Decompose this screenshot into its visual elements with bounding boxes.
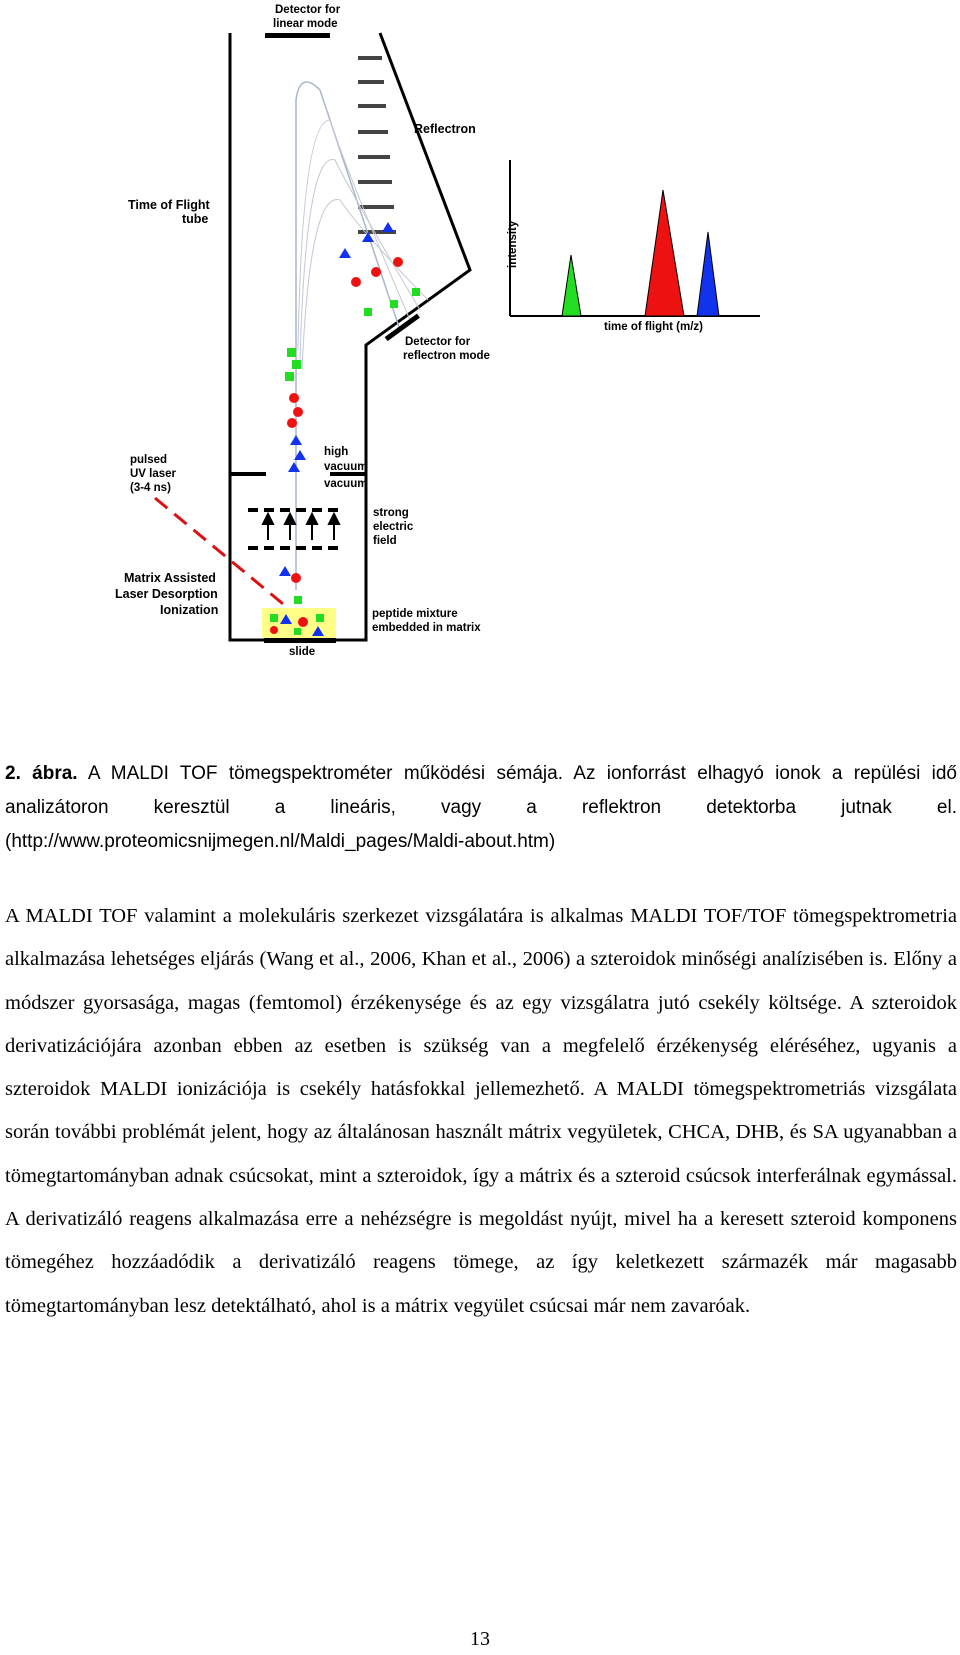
label-vacuum-2: vacuum bbox=[324, 461, 368, 473]
reflected-ions bbox=[339, 222, 420, 316]
slide-bar bbox=[264, 638, 336, 643]
mass-spectrum bbox=[510, 160, 760, 316]
maldi-tof-figure bbox=[0, 0, 960, 700]
linear-detector-bar bbox=[265, 33, 330, 38]
electric-field-plates bbox=[248, 508, 338, 550]
body-paragraph: A MALDI TOF valamint a molekuláris szerkezet vizsgálatára is alkalmas MALDI TOF/TOF tömegspektrometria alkalmazása lehetséges eljárás (Wang et al., 2006, Khan et al., 2006) a szteroidok minőségi analízisében is. Előny a módszer gyorsasága, magas (femtomol) érzékenysége és az egy vizsgálatra jutó csekély költsége. A szteroidok derivatizációjára azonban ebben az esetben is szükség van a megfelelő érzékenység eléréséhez, ugyanis a szteroidok MALDI ionizációja is csekély hatásfokkal jellemezhető. A MALDI tömegspektrometriás vizsgálata során további problémát jelent, hogy az általánosan használt mátrix vegyületek, CHCA, DHB, és SA ugyanabban a tömegtartományban adnak csúcsokat, mint a szteroidok, így a mátrix és a szteroid csúcsok interferálnak egymással. A derivatizáló reagens alkalmazása erre a nehézségre is megoldást nyújt, mivel ha a keresett szteroid komponens tömegéhez hozzáadódik a derivatizáló reagens tömege, az így keletkezett származék már magasabb tömegtartományban lesz detektálható, ahol is a mátrix vegyület csúcsai már nem zavaróak. bbox=[5, 905, 957, 1317]
label-detector-reflectron-2: reflectron mode bbox=[403, 350, 490, 362]
label-detector-linear-2: linear mode bbox=[273, 18, 338, 30]
label-detector-reflectron-1: Detector for bbox=[405, 336, 471, 348]
label-laser-1: pulsed bbox=[130, 454, 168, 466]
page-number: 13 bbox=[470, 1628, 490, 1650]
label-reflectron: Reflectron bbox=[414, 122, 476, 136]
label-maldi-1: Matrix Assisted bbox=[124, 571, 216, 585]
peak-green bbox=[562, 255, 581, 316]
label-vacuum-1: high bbox=[324, 446, 349, 458]
label-field-1: strong bbox=[373, 507, 409, 519]
label-intensity: intensity bbox=[507, 220, 519, 268]
figure-number: 2. ábra. bbox=[5, 763, 78, 784]
label-laser-2: UV laser bbox=[130, 468, 177, 480]
label-field-2: electric bbox=[373, 521, 414, 533]
label-detector-linear-1: Detector for bbox=[275, 4, 341, 16]
peak-blue bbox=[697, 232, 719, 316]
label-laser-3: (3-4 ns) bbox=[130, 482, 171, 494]
field-arrows bbox=[263, 514, 339, 540]
label-maldi-2: Laser Desorption bbox=[115, 587, 218, 601]
label-peptide-1: peptide mixture bbox=[372, 608, 458, 620]
figure-caption bbox=[5, 757, 957, 859]
label-maldi-3: Ionization bbox=[160, 603, 219, 617]
label-tof-tube-1: Time of Flight bbox=[128, 198, 210, 212]
caption-text: A MALDI TOF tömegspektrométer működési sémája. Az ionforrást elhagyó ionok a repülési idő analizátoron keresztül a lineáris, vagy a reflektron detektorba jutnak el. (http://www.proteomicsnijmegen.nl/Maldi_pages/Maldi-about.htm) bbox=[5, 763, 958, 852]
label-peptide-2: embedded in matrix bbox=[372, 622, 481, 634]
label-slide: slide bbox=[289, 646, 316, 658]
label-tof-tube-2: tube bbox=[182, 212, 209, 226]
peak-red bbox=[645, 190, 684, 316]
label-vacuum-3: vacuum bbox=[324, 478, 368, 490]
maldi-tof-diagram bbox=[0, 0, 960, 700]
reflectron-plates bbox=[358, 56, 396, 234]
reflectron-flight-path bbox=[298, 120, 410, 350]
label-field-3: field bbox=[373, 535, 397, 547]
label-time-of-flight: time of flight (m/z) bbox=[604, 321, 704, 333]
